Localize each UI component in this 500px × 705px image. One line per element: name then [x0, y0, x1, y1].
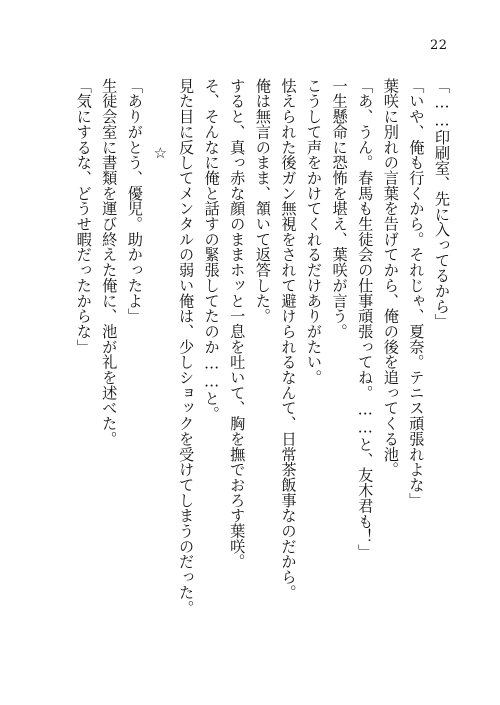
- text-line: こうして声をかけてくれるだけありがたい。: [305, 78, 324, 385]
- text-line: 俺は無言のまま、頷いて返答した。: [253, 78, 272, 324]
- text-line: そ、そんなに俺と話すの緊張してたのか……と。: [202, 78, 221, 422]
- text-line: 生徒会室に書類を運び終えた俺に、池が礼を述べた。: [100, 78, 119, 447]
- text-line: 怯えられた後ガン無視をされて避けられるなんて、日常茶飯事なのだから。: [279, 78, 298, 600]
- page-number: 22: [430, 38, 448, 53]
- text-line: 「気にするな、どうせ暇だったからな」: [74, 78, 93, 355]
- text-line: 見た目に反してメンタルの弱い俺は、少しショックを受けてしまうのだった。: [177, 78, 196, 616]
- text-line: 一生懸命に恐怖を堪え、葉咲が言う。: [330, 78, 349, 339]
- text-line: すると、真っ赤な顔のままホッと一息を吐いて、胸を撫でおろす葉咲。: [228, 78, 247, 570]
- text-line: 「……印刷室、先に入ってるから」: [433, 78, 451, 330]
- text-line: 「いや、俺も行くから。それじゃ、夏奈。テニス頑張れよな」: [407, 78, 426, 508]
- scene-break-star: ☆: [151, 144, 170, 163]
- text-line: 「あ、うん。春馬も生徒会の仕事頑張ってね。……と、友木君も！」: [356, 78, 375, 560]
- vertical-text-body: [44, 78, 454, 658]
- text-line: 「ありがとう、優児。助かったよ」: [125, 78, 144, 324]
- text-line: 葉咲に別れの言葉を告げてから、俺の後を追ってくる池。: [381, 78, 400, 478]
